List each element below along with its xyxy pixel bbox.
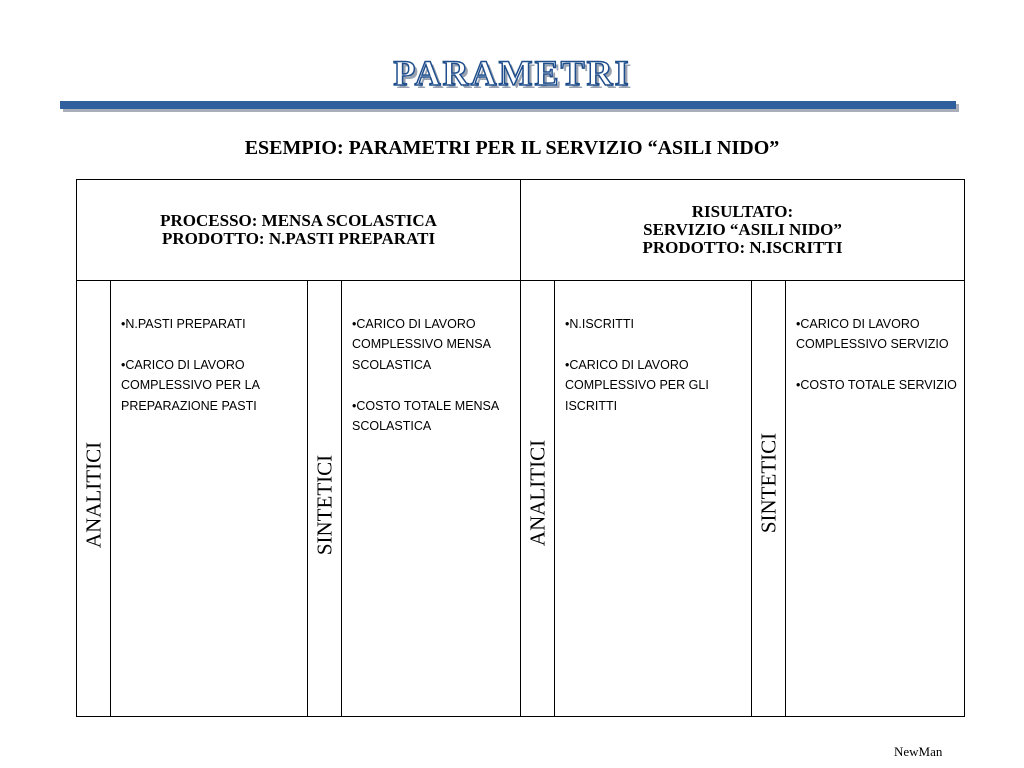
right-header-line-2: SERVIZIO “ASILI NIDO” [643,220,842,239]
left-header-cell [77,180,521,281]
section-label-sintetici: SINTETICI [756,432,780,533]
right-header-cell [521,180,964,281]
list-item: •N.PASTI PREPARATI [121,317,246,331]
page-title: PARAMETRI [393,53,631,93]
list-item: •COSTO TOTALE SERVIZIO [796,378,957,393]
right-header-line-3: PRODOTTO: N.ISCRITTI [642,238,843,257]
parameters-table [76,179,965,717]
section-items-cell [342,281,521,716]
page-subtitle: ESEMPIO: PARAMETRI PER IL SERVIZIO “ASILI NIDO” [244,137,780,159]
list-item: •CARICO DI LAVORO COMPLESSIVO PER LA PREPARAZIONE PASTI [121,357,260,413]
left-header-line-1: PROCESSO: MENSA SCOLASTICA [160,211,437,230]
left-header-line-2: PRODOTTO: N.PASTI PREPARATI [161,229,436,248]
list-item: •CARICO DI LAVORO COMPLESSIVO MENSA SCOLASTICA [352,317,491,372]
section-label-analitici: ANALITICI [81,441,105,548]
section-items-cell [786,281,964,716]
section-items-cell [111,281,308,716]
section-label-cell [521,281,555,716]
title-underline-rule [60,101,956,109]
section-items-cell [555,281,752,716]
list-item: •COSTO TOTALE MENSA SCOLASTICA [352,398,499,434]
list-item: •CARICO DI LAVORO COMPLESSIVO PER GLI ISCRITTI [565,357,709,413]
right-header-line-1: RISULTATO: [691,202,794,221]
list-item: •CARICO DI LAVORO COMPLESSIVO SERVIZIO [796,317,949,352]
section-label-cell [752,281,786,716]
section-label-analitici: ANALITICI [525,439,549,546]
footer-brand: NewMan [894,744,943,759]
list-item: •N.ISCRITTI [565,317,634,331]
section-label-sintetici: SINTETICI [312,454,336,555]
section-label-cell [77,281,111,716]
section-label-cell [308,281,342,716]
